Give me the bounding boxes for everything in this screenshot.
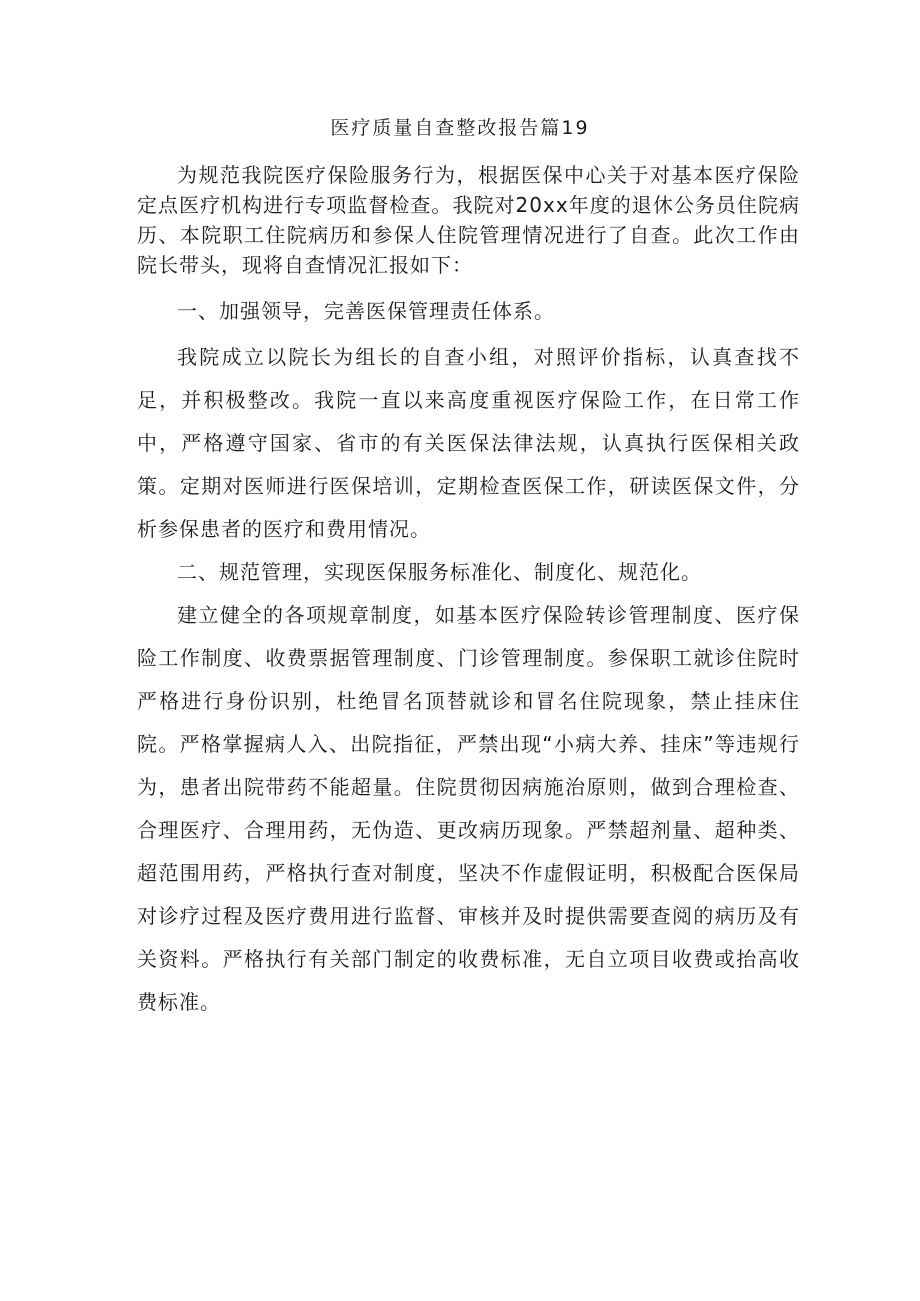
paragraph-intro: 为规范我院医疗保险服务行为，根据医保中心关于对基本医疗保险定点医疗机构进行专项监督检查。我院对20xx年度的退休公务员住院病历、本院职工住院病历和参保人住院管理情况进行了自查。此次工作由院长带头，现将自查情况汇报如下：	[137, 163, 800, 277]
paragraph-section-2: 建立健全的各项规章制度，如基本医疗保险转诊管理制度、医疗保险工作制度、收费票据管理制度、门诊管理制度。参保职工就诊住院时严格进行身份识别，杜绝冒名顶替就诊和冒名住院现象，禁止挂床住院。严格掌握病人入、出院指征，严禁出现“小病大养、挂床”等违规行为，患者出院带药不能超量。住院贯彻因病施治原则，做到合理检查、合理医疗、合理用药，无伪造、更改病历现象。严禁超剂量、超种类、超范围用药，严格执行查对制度，坚决不作虚假证明，积极配合医保局对诊疗过程及医疗费用进行监督、审核并及时提供需要查阅的病历及有关资料。严格执行有关部门制定的收费标准，无自立项目收费或抬高收费标准。	[137, 603, 800, 1014]
section-heading-1: 一、加强领导，完善医保管理责任体系。	[177, 299, 555, 323]
document-body	[137, 160, 800, 1024]
paragraph-section-1: 我院成立以院长为组长的自查小组，对照评价指标，认真查找不足，并积极整改。我院一直以来高度重视医疗保险工作，在日常工作中，严格遵守国家、省市的有关医保法律法规，认真执行医保相关政策。定期对医师进行医保培训，定期检查医保工作，研读医保文件，分析参保患者的医疗和费用情况。	[137, 345, 800, 541]
document-title: 医疗质量自查整改报告篇19	[330, 117, 590, 139]
section-heading-2: 二、规范管理，实现医保服务标准化、制度化、规范化。	[177, 560, 702, 584]
